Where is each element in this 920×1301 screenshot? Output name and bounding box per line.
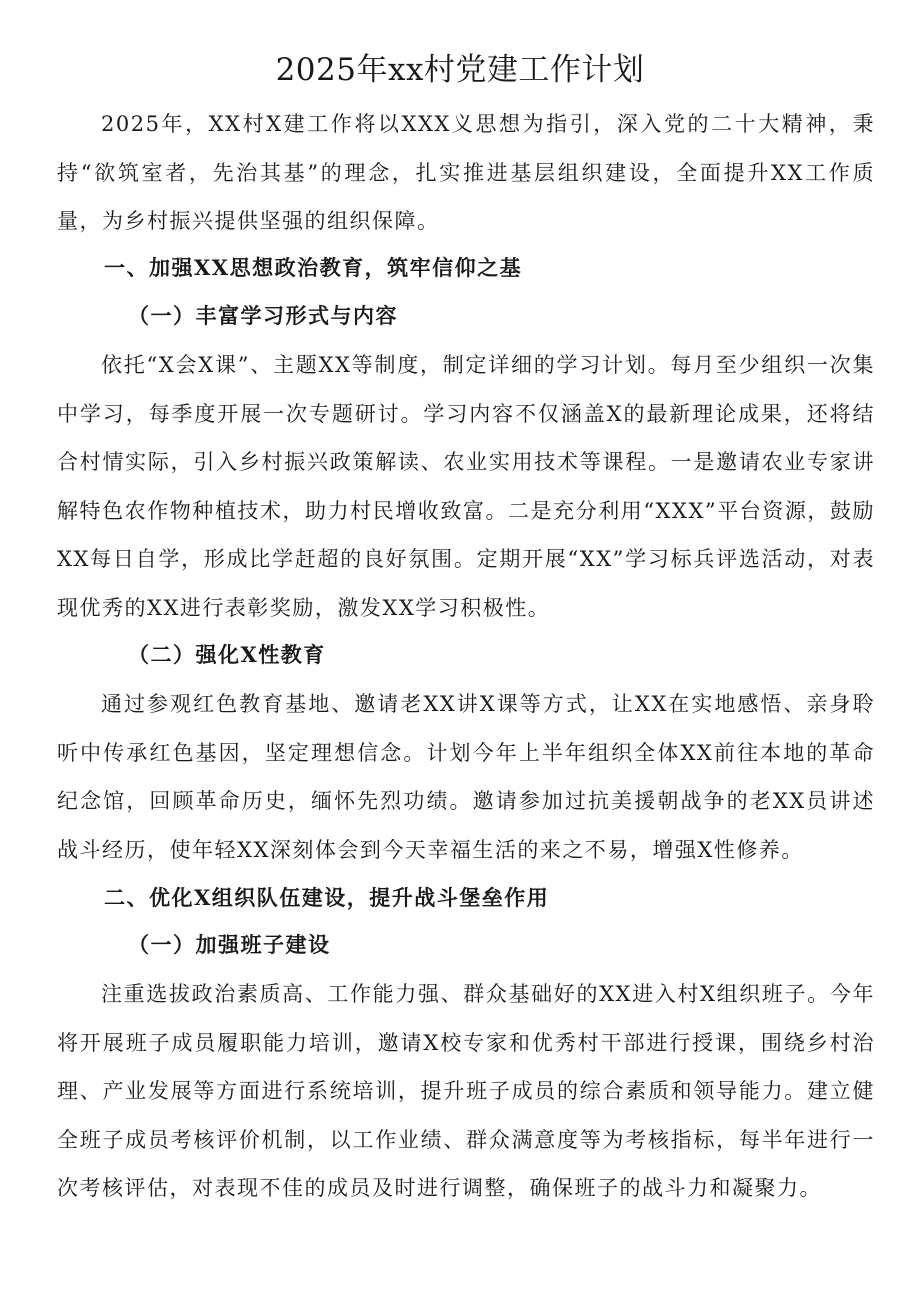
section-1-sub-2-heading: （二）强化X性教育 [128, 642, 326, 667]
section-2-sub-1-body: 注重选拔政治素质高、工作能力强、群众基础好的XX进入村X组织班子。今年将开展班子成员履职能力培训，邀请X校专家和优秀村干部进行授课，围绕乡村治理、产业发展等方面进行系统培训，提升班子成员的综合素质和领导能力。建立健全班子成员考核评价机制，以工作业绩、群众满意度等为考核指标，每半年进行一次考核评估，对表现不佳的成员及时进行调整，确保班子的战斗力和凝聚力。 [57, 982, 875, 1201]
section-1-sub-2-body: 通过参观红色教育基地、邀请老XX讲X课等方式，让XX在实地感悟、亲身聆听中传承红色基因，坚定理想信念。计划今年上半年组织全体XX前往本地的革命纪念馆，回顾革命历史，缅怀先烈功绩。邀请参加过抗美援朝战争的老XX员讲述战斗经历，使年轻XX深刻体会到今天幸福生活的来之不易，增强X性修养。 [57, 692, 875, 862]
document-title: 2025年xx村党建工作计划 [275, 52, 645, 88]
section-2-heading: 二、优化X组织队伍建设，提升战斗堡垒作用 [104, 885, 550, 910]
section-1-sub-1-heading: （一）丰富学习形式与内容 [128, 303, 398, 328]
section-1-sub-1-body: 依托“X会X课”、主题XX等制度，制定详细的学习计划。每月至少组织一次集中学习，每季度开展一次专题研讨。学习内容不仅涵盖X的最新理论成果，还将结合村情实际，引入乡村振兴政策解读、农业实用技术等课程。一是邀请农业专家讲解特色农作物种植技术，助力村民增收致富。二是充分利用“XXX”平台资源，鼓励XX每日自学，形成比学赶超的良好氛围。定期开展“XX”学习标兵评选活动，对表现优秀的XX进行表彰奖励，激发XX学习积极性。 [57, 353, 875, 620]
section-1-heading: 一、加强XX思想政治教育，筑牢信仰之基 [104, 255, 523, 280]
intro-paragraph: 2025年，XX村X建工作将以XXX义思想为指引，深入党的二十大精神，秉持“欲筑室者，先治其基”的理念，扎实推进基层组织建设，全面提升XX工作质量，为乡村振兴提供坚强的组织保障。 [57, 112, 875, 234]
section-2-sub-1-heading: （一）加强班子建设 [128, 932, 331, 957]
